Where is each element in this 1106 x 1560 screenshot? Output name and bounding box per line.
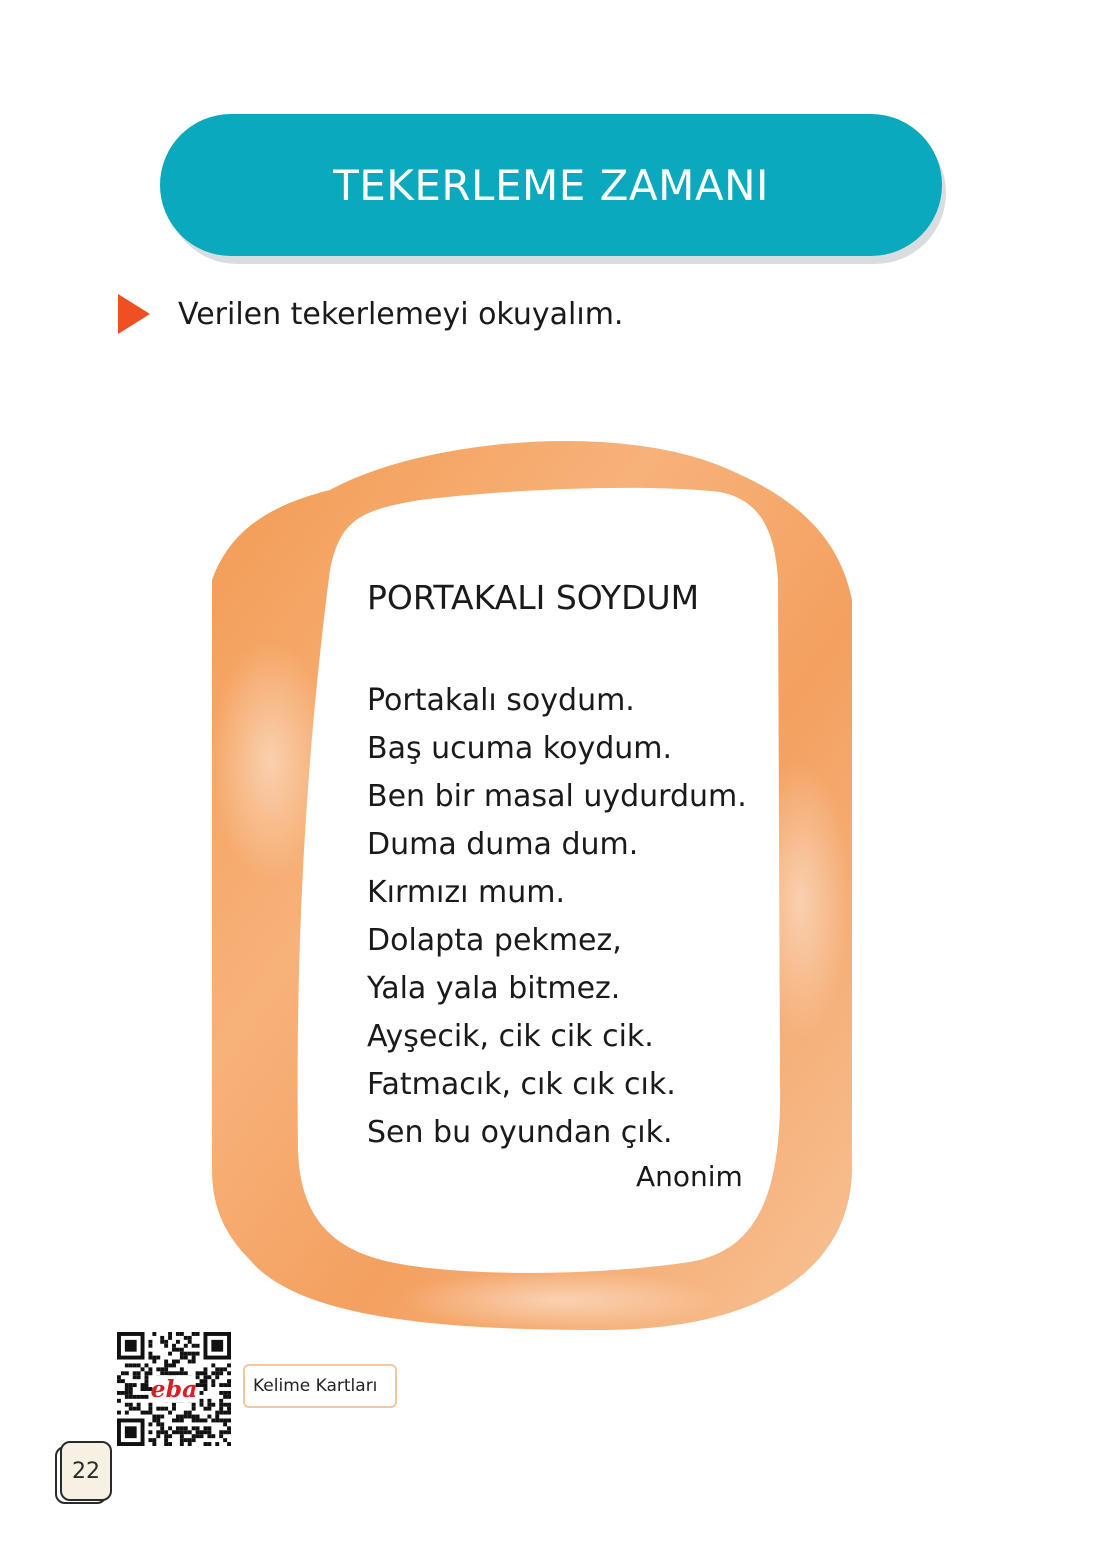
qr-module [227,1426,231,1430]
qr-module [215,1411,219,1415]
qr-module [211,1434,215,1438]
qr-module [219,1430,223,1434]
qr-module [176,1340,180,1344]
qr-module [180,1348,184,1352]
qr-module [219,1371,223,1375]
qr-module [156,1422,160,1426]
qr-module [188,1438,192,1442]
qr-module [203,1371,207,1375]
qr-module [188,1340,192,1344]
poem-line: Ben bir masal uydurdum. [367,779,747,814]
qr-module [160,1336,164,1340]
qr-module [152,1360,156,1364]
qr-module [219,1399,223,1403]
qr-module [192,1332,196,1336]
qr-module [223,1422,227,1426]
qr-module [188,1411,192,1415]
qr-module [125,1411,129,1415]
qr-module [203,1383,207,1387]
qr-module [219,1391,223,1395]
qr-module [148,1430,152,1434]
qr-module [223,1418,227,1422]
qr-module [164,1344,168,1348]
qr-module [172,1348,176,1352]
qr-module [200,1434,204,1438]
qr-module [196,1332,200,1336]
qr-module [196,1434,200,1438]
qr-module [176,1426,180,1430]
qr-module [145,1375,149,1379]
qr-module [164,1438,168,1442]
poem-author: Anonim [636,1160,743,1193]
poem-line: Yala yala bitmez. [367,971,621,1006]
qr-module [180,1442,184,1446]
qr-module [207,1375,211,1379]
qr-module [227,1395,231,1399]
qr-module [180,1332,184,1336]
qr-module [148,1411,152,1415]
qr-module [223,1403,227,1407]
qr-module [192,1426,196,1430]
qr-module [215,1367,219,1371]
qr-module [133,1363,137,1367]
qr-module [200,1418,204,1422]
qr-module [164,1367,168,1371]
qr-module [168,1411,172,1415]
poem-line: Fatmacık, cık cık cık. [367,1067,676,1102]
qr-module [203,1430,207,1434]
qr-module [196,1415,200,1419]
qr-module [223,1395,227,1399]
qr-module [117,1399,121,1403]
qr-module [148,1344,152,1348]
qr-module [215,1442,219,1446]
qr-module [172,1363,176,1367]
qr-module [192,1418,196,1422]
qr-module [180,1426,184,1430]
qr-module [207,1434,211,1438]
qr-module [207,1442,211,1446]
qr-module [164,1360,168,1364]
qr-module [180,1352,184,1356]
qr-module [215,1415,219,1419]
qr-module [164,1340,168,1344]
qr-module [156,1415,160,1419]
qr-module [137,1403,141,1407]
qr-module [196,1344,200,1348]
qr-module [203,1407,207,1411]
qr-module [168,1363,172,1367]
watercolor-blot [400,1270,720,1330]
qr-module [148,1407,152,1411]
qr-module [188,1336,192,1340]
qr-module [211,1379,215,1383]
qr-module [148,1340,152,1344]
qr-module [227,1379,231,1383]
qr-module [137,1407,141,1411]
qr-module [125,1383,129,1387]
qr-module [141,1395,145,1399]
qr-module [145,1363,149,1367]
qr-module [160,1340,164,1344]
qr-module [180,1415,184,1419]
qr-module [125,1391,129,1395]
qr-module [160,1415,164,1419]
qr-module [188,1352,192,1356]
qr-module [125,1363,129,1367]
qr-module [164,1442,168,1446]
qr-module [141,1387,145,1391]
qr-module [196,1418,200,1422]
qr-module [215,1418,219,1422]
qr-module [188,1442,192,1446]
qr-module [180,1418,184,1422]
poem-line: Baş ucuma koydum. [367,731,673,766]
qr-module [164,1407,168,1411]
qr-module [184,1411,188,1415]
poem [367,578,747,1157]
qr-module [156,1434,160,1438]
qr-module [207,1403,211,1407]
qr-module [184,1336,188,1340]
qr-module [203,1387,207,1391]
qr-module [117,1379,121,1383]
qr-module [152,1356,156,1360]
qr-module [192,1434,196,1438]
qr-module [137,1363,141,1367]
qr-module [156,1356,160,1360]
qr-module [207,1415,211,1419]
page-title: TEKERLEME ZAMANI [333,160,769,210]
qr-module [168,1434,172,1438]
qr-module [196,1352,200,1356]
qr-module [227,1407,231,1411]
qr-module [121,1391,125,1395]
qr-module [227,1391,231,1395]
qr-module [223,1383,227,1387]
qr-module [223,1411,227,1415]
qr-module [129,1403,133,1407]
qr-module [207,1399,211,1403]
qr-module [192,1438,196,1442]
qr-module [125,1403,129,1407]
qr-module [219,1367,223,1371]
page-number: 22 [60,1441,112,1501]
qr-module [168,1426,172,1430]
qr-module [172,1344,176,1348]
qr-module [219,1407,223,1411]
qr-module [184,1415,188,1419]
qr-module [200,1430,204,1434]
qr-module [227,1411,231,1415]
qr-module [172,1403,176,1407]
qr-module [168,1336,172,1340]
qr-module [152,1415,156,1419]
qr-module [200,1399,204,1403]
poem-lines [367,677,747,1157]
qr-module [176,1415,180,1419]
qr-module [129,1407,133,1411]
qr-module [129,1383,133,1387]
qr-module [180,1434,184,1438]
qr-module [145,1387,149,1391]
qr-module [227,1371,231,1375]
qr-module [188,1360,192,1364]
qr-module [211,1363,215,1367]
qr-module [176,1418,180,1422]
qr-module [184,1344,188,1348]
qr-module [203,1367,207,1371]
qr-module [164,1434,168,1438]
poem-line: Portakalı soydum. [367,683,635,718]
qr-module [196,1430,200,1434]
qr-module [137,1395,141,1399]
qr-module [188,1430,192,1434]
poem-line: Sen bu oyundan çık. [367,1115,673,1150]
qr-module [200,1371,204,1375]
qr-module [160,1430,164,1434]
qr-module [152,1438,156,1442]
qr-module [223,1367,227,1371]
qr-module [156,1418,160,1422]
instruction-text: Verilen tekerlemeyi okuyalım. [178,296,624,332]
qr-module [192,1344,196,1348]
qr-module [160,1422,164,1426]
qr-module [129,1395,133,1399]
qr-module [121,1371,125,1375]
qr-module [152,1418,156,1422]
qr-module [227,1442,231,1446]
qr-module [160,1367,164,1371]
qr-module [152,1332,156,1336]
poem-line: Dolapta pekmez, [367,923,622,958]
qr-module [141,1367,145,1371]
poem-line: Ayşecik, cik cik cik. [367,1019,654,1054]
qr-module [156,1407,160,1411]
qr-module [172,1360,176,1364]
qr-module [117,1391,121,1395]
qr-module [203,1379,207,1383]
qr-module [172,1407,176,1411]
qr-module [141,1411,145,1415]
qr-module [200,1403,204,1407]
qr-module [176,1332,180,1336]
qr-module [145,1379,149,1383]
qr-module [203,1426,207,1430]
qr-module [125,1395,129,1399]
qr-module [192,1356,196,1360]
qr-module [223,1391,227,1395]
qr-module [145,1371,149,1375]
qr-module [164,1363,168,1367]
qr-module [172,1418,176,1422]
qr-module [137,1371,141,1375]
qr-module [227,1403,231,1407]
qr-module [192,1403,196,1407]
qr-module [133,1407,137,1411]
qr-code-icon[interactable] [117,1332,231,1446]
qr-module [121,1379,125,1383]
qr-module [129,1363,133,1367]
poem-title: PORTAKALI SOYDUM [367,578,700,617]
qr-module [176,1430,180,1434]
qr-module [180,1367,184,1371]
qr-module [160,1426,164,1430]
qr-module [148,1367,152,1371]
eba-logo: eba [150,1374,198,1403]
qr-module [168,1352,172,1356]
qr-module [180,1430,184,1434]
qr-module [219,1403,223,1407]
qr-module [180,1356,184,1360]
qr-module [200,1383,204,1387]
qr-module [215,1371,219,1375]
qr-module [227,1383,231,1387]
qr-module [184,1426,188,1430]
qr-module [192,1407,196,1411]
qr-module [145,1383,149,1387]
qr-module [192,1415,196,1419]
qr-module [176,1360,180,1364]
qr-module [133,1371,137,1375]
qr-module [227,1418,231,1422]
qr-module [211,1403,215,1407]
qr-module [156,1367,160,1371]
qr-module [200,1391,204,1395]
qr-module [227,1430,231,1434]
qr-module [184,1352,188,1356]
qr-module [207,1430,211,1434]
qr-module [117,1411,121,1415]
qr-module [180,1438,184,1442]
qr-module [219,1411,223,1415]
qr-module [200,1379,204,1383]
kelime-kartlari-link[interactable]: Kelime Kartları [243,1364,397,1408]
qr-module [117,1375,121,1379]
qr-module [203,1375,207,1379]
qr-module [156,1430,160,1434]
qr-module [168,1332,172,1336]
qr-module [133,1383,137,1387]
qr-module [184,1356,188,1360]
qr-module [196,1426,200,1430]
qr-module [215,1375,219,1379]
qr-module [176,1348,180,1352]
qr-module [188,1415,192,1419]
qr-module [172,1430,176,1434]
qr-module [141,1383,145,1387]
qr-module [168,1442,172,1446]
qr-module [137,1375,141,1379]
qr-module [160,1407,164,1411]
poem-line: Kırmızı mum. [367,875,565,910]
qr-module [203,1418,207,1422]
poem-line: Duma duma dum. [367,827,639,862]
qr-module [207,1407,211,1411]
qr-module [203,1442,207,1446]
qr-module [184,1430,188,1434]
qr-module [207,1426,211,1430]
qr-module [148,1422,152,1426]
qr-module [223,1430,227,1434]
qr-module [227,1363,231,1367]
qr-module [219,1418,223,1422]
qr-module [184,1438,188,1442]
qr-module [211,1383,215,1387]
qr-module [211,1418,215,1422]
qr-module [192,1360,196,1364]
qr-module [192,1352,196,1356]
qr-module [219,1434,223,1438]
qr-module [145,1411,149,1415]
qr-module [211,1371,215,1375]
qr-module [129,1391,133,1395]
qr-module [148,1352,152,1356]
qr-module [148,1356,152,1360]
qr-module [145,1395,149,1399]
qr-module [164,1430,168,1434]
qr-module [219,1383,223,1387]
qr-module [133,1395,137,1399]
qr-module [125,1387,129,1391]
qr-module [129,1387,133,1391]
qr-module [152,1442,156,1446]
qr-module [148,1438,152,1442]
qr-module [125,1371,129,1375]
qr-module [148,1403,152,1407]
qr-module [223,1438,227,1442]
qr-module [133,1375,137,1379]
